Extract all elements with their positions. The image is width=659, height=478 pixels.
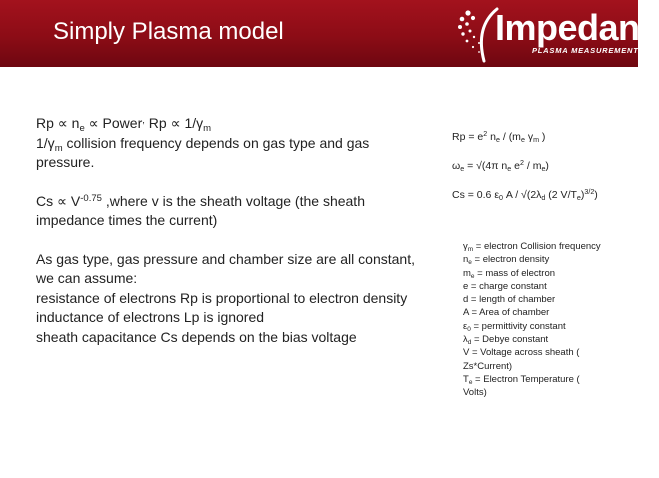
legend-epsilon: $\varepsilon_0$ = permittivity constant bbox=[463, 320, 566, 333]
legend-me: $m_e$ = mass of electron bbox=[463, 267, 556, 280]
legend-te: $T_e$ = Electron Temperature ( Volts) bbox=[463, 373, 580, 399]
line-constant-conditions: As gas type, gas pressure and chamber size are all constant, bbox=[36, 250, 415, 267]
line-lp-assumption: inductance of electrons Lp is ignored bbox=[36, 309, 265, 325]
line-rp-assumption: resistance of electrons Rp is proportional to electron density bbox=[36, 289, 408, 306]
legend-ne: $n_e$ = electron density bbox=[463, 254, 550, 267]
line-pressure: pressure. bbox=[36, 154, 95, 170]
legend-gamma: $\gamma_m$ = electron Collision frequency bbox=[463, 241, 601, 253]
line-collision-frequency: $1/\gamma_m$ collision frequency depends on gas type and gas bbox=[36, 134, 370, 154]
line-cs-assumption: sheath capacitance Cs depends on the bias voltage bbox=[36, 328, 357, 345]
logo-wordmark: Impedans bbox=[495, 7, 659, 48]
formula-omega: $\omega_e = √(4\pi$ $n_e$ $e^2 / m_e$) bbox=[452, 159, 549, 174]
legend-a: A = Area of chamber bbox=[463, 307, 550, 319]
impedans-logo bbox=[457, 2, 659, 64]
paragraph-rp bbox=[36, 114, 440, 173]
formula-panel bbox=[452, 130, 632, 217]
legend-lambda: $\lambda_d$ = Debye constant bbox=[463, 334, 549, 347]
paragraph-assumptions bbox=[36, 250, 440, 348]
paragraph-cs bbox=[36, 192, 440, 231]
main-content bbox=[36, 114, 440, 366]
formula-cs: Cs = 0.6 $\varepsilon_0$ A / $√(2\lambda_d$ (2 $V/T_e)^{3/2}$) bbox=[452, 188, 598, 203]
symbol-legend bbox=[463, 240, 603, 400]
legend-v: V = Voltage across sheath ( Zs*Current) bbox=[463, 347, 580, 372]
line-we-can-assume: we can assume: bbox=[36, 270, 138, 286]
line-sheath-impedance: impedance times the current) bbox=[36, 212, 218, 228]
line-cs-proportional: $Cs \propto V^{-0.75}$ ,where v is the sheath voltage (the sheath bbox=[36, 192, 365, 209]
slide-title: Simply Plasma model bbox=[53, 18, 284, 45]
header-bar bbox=[0, 0, 659, 67]
logo-tagline: PLASMA MEASUREMENT bbox=[532, 46, 639, 55]
legend-e: e = charge constant bbox=[463, 280, 547, 292]
legend-d: d = length of chamber bbox=[463, 294, 556, 306]
formula-rp: $Rp = e^2$ $n_e / (m_e$ $\gamma_m$ ) bbox=[452, 130, 546, 145]
line-rp-proportional: $Rp \propto n_e$ ∝ Power, $Rp \propto 1/\gamma_m$ bbox=[36, 114, 212, 134]
